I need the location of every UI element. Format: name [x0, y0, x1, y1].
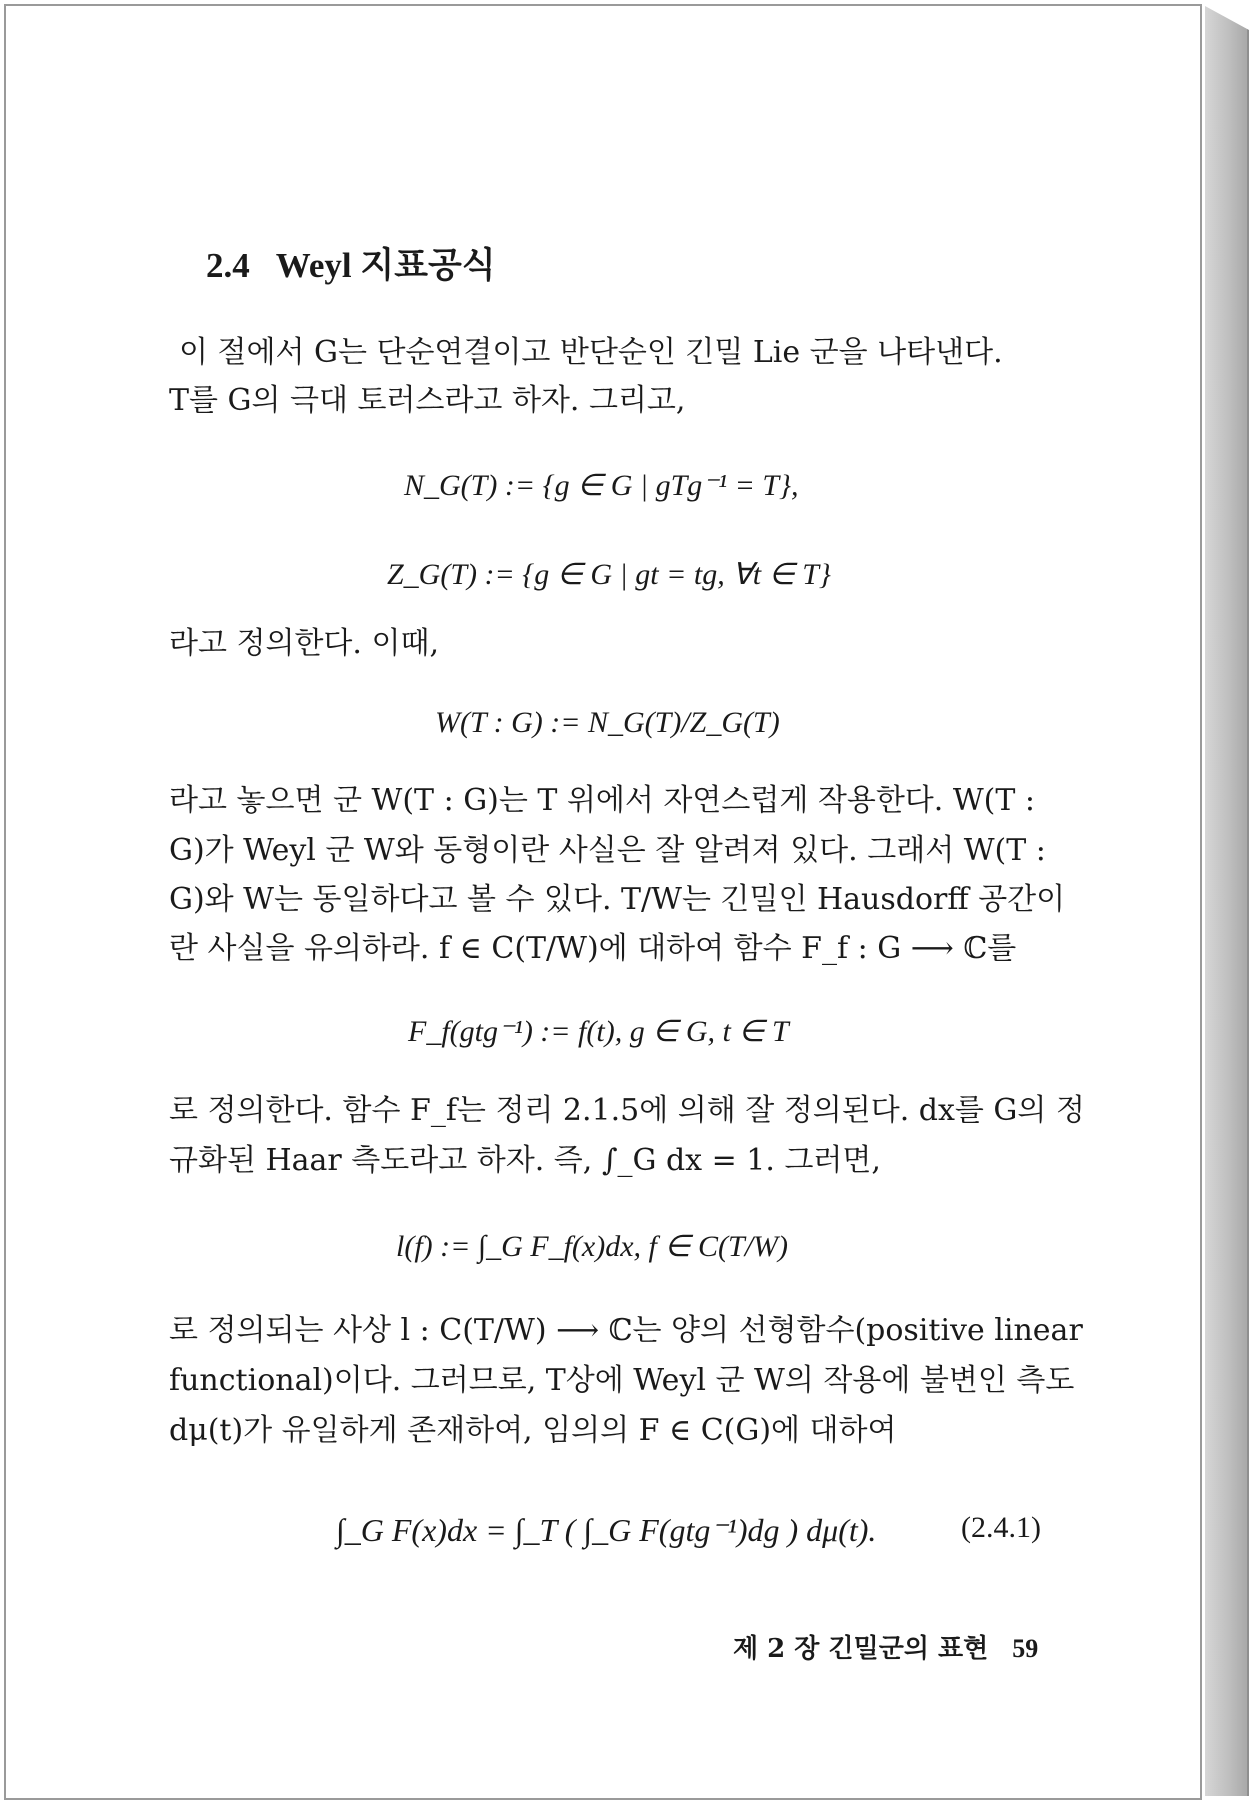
- equation-number: (2.4.1): [961, 1511, 1041, 1544]
- equation-ff-definition: F_f(gtg⁻¹) := f(t), g ∈ G, t ∈ T: [408, 1015, 789, 1048]
- equation-l-definition: l(f) := ∫_G F_f(x)dx, f ∈ C(T/W): [396, 1230, 789, 1263]
- text-line: 로 정의한다. 함수 F_f는 정리 2.1.5에 의해 잘 정의된다. dx를 G의 정: [169, 1093, 1085, 1128]
- text-line: 란 사실을 유의하라. f ∈ C(T/W)에 대하여 함수 F_f : G ⟶ ℂ를: [169, 931, 1017, 966]
- equation-centralizer: Z_G(T) := {g ∈ G | gt = tg, ∀t ∈ T}: [387, 558, 831, 591]
- section-title: Weyl 지표공식: [275, 246, 496, 285]
- text-line: dμ(t)가 유일하게 존재하여, 임의의 F ∈ C(G)에 대하여: [169, 1413, 897, 1448]
- text-line: T를 G의 극대 토러스라고 하자. 그리고,: [169, 383, 686, 418]
- text-line: 라고 정의한다. 이때,: [169, 626, 439, 661]
- section-number: 2.4: [206, 246, 250, 285]
- text-line: 로 정의되는 사상 l : C(T/W) ⟶ ℂ는 양의 선형함수(positive linear: [169, 1313, 1083, 1348]
- chapter-title: 제 2 장 긴밀군의 표현: [733, 1634, 989, 1664]
- page-edge: [1205, 6, 1249, 1796]
- book-page: [4, 4, 1202, 1800]
- text-line: G)와 W는 동일하다고 볼 수 있다. T/W는 긴밀인 Hausdorff 공간이: [169, 882, 1066, 917]
- equation-normalizer: N_G(T) := {g ∈ G | gTg⁻¹ = T},: [404, 469, 799, 502]
- text-line: 이 절에서 G는 단순연결이고 반단순인 긴밀 Lie 군을 나타낸다.: [179, 335, 1003, 370]
- equation-weyl-group: W(T : G) := N_G(T)/Z_G(T): [435, 706, 780, 739]
- text-line: functional)이다. 그러므로, T상에 Weyl 군 W의 작용에 불변인 측도: [169, 1363, 1075, 1398]
- text-line: 규화된 Haar 측도라고 하자. 즉, ∫_G dx = 1. 그러면,: [169, 1143, 881, 1178]
- page-number: 59: [1012, 1634, 1039, 1663]
- text-line: G)가 Weyl 군 W와 동형이란 사실은 잘 알려져 있다. 그래서 W(T :: [169, 833, 1046, 868]
- text-line: 라고 놓으면 군 W(T : G)는 T 위에서 자연스럽게 작용한다. W(T :: [169, 783, 1036, 818]
- equation-main-integral: ∫_G F(x)dx = ∫_T ( ∫_G F(gtg⁻¹)dg ) dμ(t).: [336, 1512, 877, 1548]
- page-footer: [733, 1628, 1038, 1665]
- section-heading: [206, 238, 496, 288]
